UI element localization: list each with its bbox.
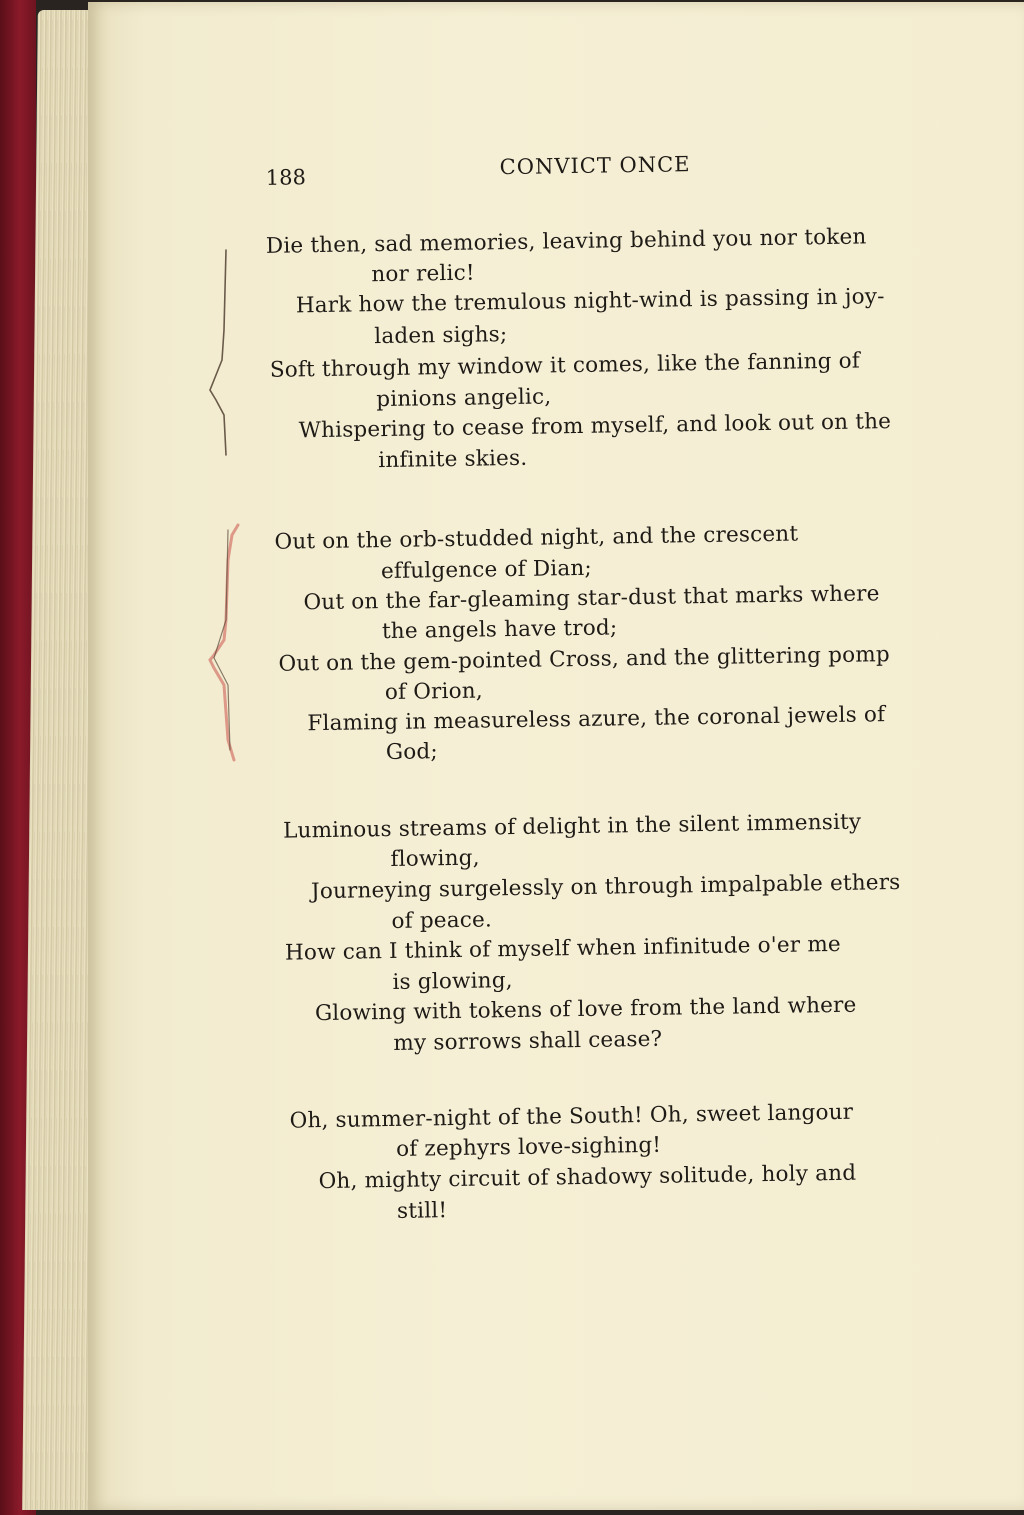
verse-line: How can I think of myself when infinitude o'er me <box>284 931 842 966</box>
verse-line: of Orion, <box>384 678 484 706</box>
verse-line: laden sighs; <box>374 322 508 350</box>
verse-line: flowing, <box>390 845 480 872</box>
verse-line: my sorrows shall cease? <box>393 1026 663 1056</box>
verse-line: infinite skies. <box>378 445 528 474</box>
verse-line: Soft through my window it comes, like the fanning of <box>269 348 861 383</box>
verse-line: Out on the far-gleaming star-dust that marks where <box>303 581 880 616</box>
running-head: CONVICT ONCE <box>499 152 691 180</box>
verse-line: Luminous streams of delight in the silent immensity <box>282 809 862 844</box>
verse-line: Hark how the tremulous night-wind is passing in joy- <box>295 284 885 319</box>
verse-line: Out on the orb-studded night, and the crescent <box>274 521 799 555</box>
verse-line: pinions angelic, <box>376 384 552 413</box>
verse-line: God; <box>385 739 438 766</box>
verse-line: Flaming in measureless azure, the coronal jewels of <box>307 702 886 737</box>
verse-line: of zephyrs love-sighing! <box>395 1132 662 1162</box>
verse-line: still! <box>396 1198 448 1224</box>
verse-line: Oh, summer-night of the South! Oh, sweet langour <box>289 1099 854 1134</box>
verse-line: is glowing, <box>392 968 513 995</box>
verse-line: the angels have trod; <box>381 615 618 645</box>
verse-line: Glowing with tokens of love from the land where <box>314 992 857 1027</box>
verse-line: Whispering to cease from myself, and look out on the <box>298 409 892 444</box>
verse-line: Out on the gem-pointed Cross, and the glittering pomp <box>278 642 891 677</box>
verse-line: of peace. <box>391 907 493 934</box>
verse-line: Journeying surgelessly on through impalpable ethers <box>310 869 901 905</box>
verse-line: Die then, sad memories, leaving behind you nor token <box>265 224 867 259</box>
verse-line: Oh, mighty circuit of shadowy solitude, holy and <box>318 1160 857 1195</box>
verse-line: nor relic! <box>371 260 475 288</box>
verse-line: effulgence of Dian; <box>380 555 593 585</box>
page-number: 188 <box>265 165 307 190</box>
